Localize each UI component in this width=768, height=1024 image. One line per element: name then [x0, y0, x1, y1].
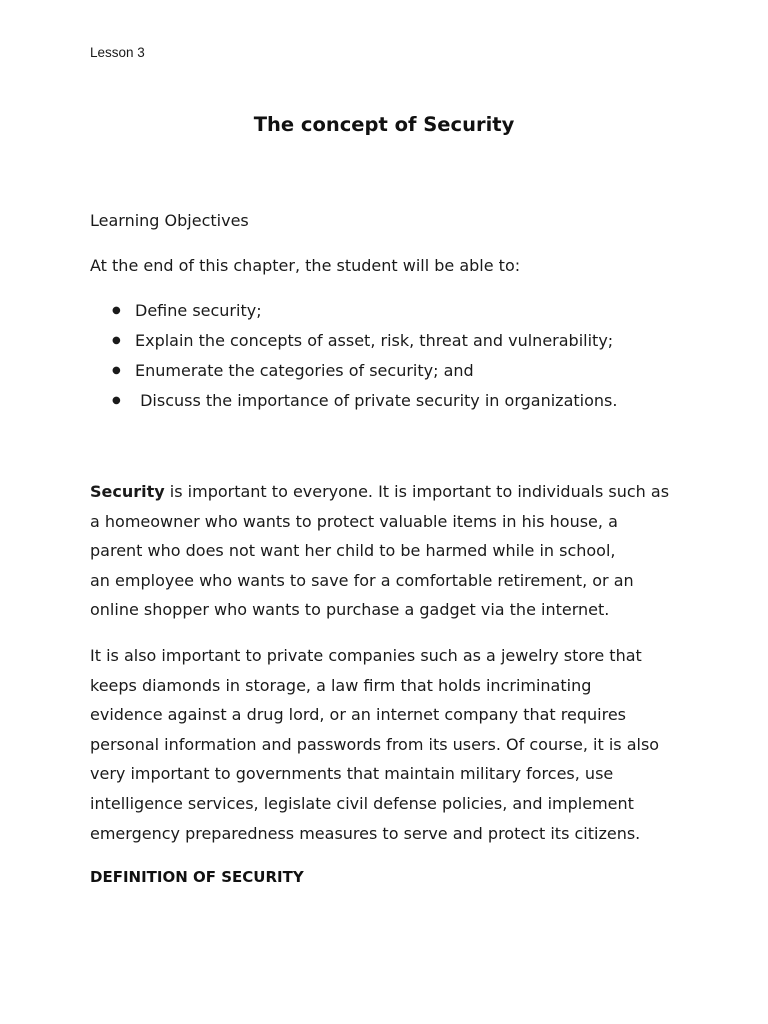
paragraph-line: an employee who wants to save for a comfortable retirement, or an	[90, 570, 634, 590]
paragraph-line: very important to governments that maintain military forces, use	[90, 764, 614, 784]
bullet-icon: ●	[112, 365, 121, 376]
definition-heading: DEFINITION OF SECURITY	[90, 868, 304, 886]
paragraph-line: It is also important to private companies such as a jewelry store that	[90, 646, 642, 665]
objective-text: Explain the concepts of asset, risk, threat and vulnerability;	[135, 331, 614, 350]
paragraph-line: online shopper who wants to purchase a gadget via the internet.	[90, 600, 610, 620]
objective-text: Define security;	[135, 301, 262, 320]
list-item	[112, 296, 617, 326]
objectives-intro: At the end of this chapter, the student will be able to:	[90, 256, 521, 275]
bullet-icon: ●	[112, 395, 121, 406]
paragraph-line: evidence against a drug lord, or an internet company that requires	[90, 705, 626, 725]
lesson-label: Lesson 3	[90, 45, 145, 60]
list-item	[112, 356, 617, 386]
paragraph-line: keeps diamonds in storage, a law firm that holds incriminating	[90, 675, 592, 695]
page-title: The concept of Security	[253, 113, 515, 136]
security-term: Security	[90, 482, 165, 501]
objective-text: Enumerate the categories of security; and	[135, 361, 474, 380]
paragraph-line	[90, 477, 690, 507]
list-item	[112, 326, 617, 356]
paragraph-text: is important to everyone. It is important to individuals such as	[164, 482, 670, 501]
objective-text: Discuss the importance of private security in organizations.	[135, 391, 618, 410]
learning-objectives-heading: Learning Objectives	[90, 211, 249, 230]
bullet-icon: ●	[112, 335, 121, 346]
paragraph-line: intelligence services, legislate civil defense policies, and implement	[90, 793, 634, 813]
paragraph-line: personal information and passwords from its users. Of course, it is also	[90, 734, 660, 754]
bullet-icon: ●	[112, 305, 121, 316]
objectives-list	[112, 296, 617, 416]
paragraph-line: a homeowner who wants to protect valuable items in his house, a	[90, 511, 618, 531]
list-item	[112, 386, 617, 416]
paragraph-line: emergency preparedness measures to serve and protect its citizens.	[90, 823, 641, 843]
security-organizations-paragraph	[90, 641, 690, 848]
security-importance-paragraph	[90, 477, 690, 625]
paragraph-line: parent who does not want her child to be harmed while in school,	[90, 541, 616, 561]
